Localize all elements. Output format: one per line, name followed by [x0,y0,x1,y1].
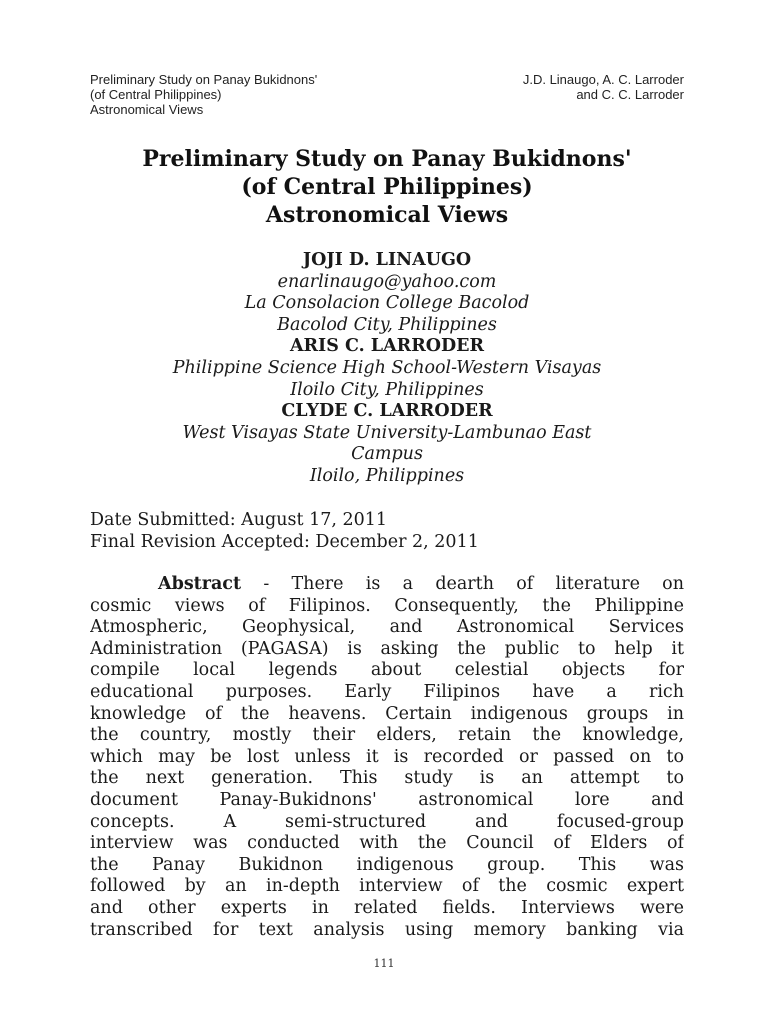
running-header-left [90,72,450,117]
abstract-text: - There is a dearth of literature on [241,574,684,594]
author-affiliation: Iloilo City, Philippines [290,379,484,400]
abstract-line: document Panay-Bukidnons' astronomical lore and [90,789,684,810]
page-number: 111 [373,957,395,970]
date-submitted: Date Submitted: August 17, 2011 [90,510,388,530]
author-affiliation: Bacolod City, Philippines [277,314,497,335]
abstract-line: the next generation. This study is an attempt to [90,768,684,789]
abstract-label: Abstract [158,574,242,594]
abstract-line: and other experts in related fields. Interviews were [90,897,684,918]
author-name: ARIS C. LARRODER [289,336,485,357]
author-affiliation: Philippine Science High School-Western Visayas [172,357,602,378]
abstract-line: cosmic views of Filipinos. Consequently, the Philippine [90,595,684,616]
running-header-right [424,72,684,102]
author-affiliation: La Consolacion College Bacolod [244,293,530,314]
abstract-line: compile local legends about celestial objects for [90,660,684,681]
date-accepted: Final Revision Accepted: December 2, 2011 [90,532,479,552]
abstract-line: the country, mostly their elders, retain the knowledge, [90,725,684,746]
paper-title [90,145,684,229]
author-email: enarlinaugo@yahoo.com [277,271,497,292]
title-line: (of Central Philippines) [241,174,533,200]
running-header-left-line: Preliminary Study on Panay Bukidnons' [90,72,318,87]
abstract-first-line [90,574,684,596]
submission-dates [90,509,684,553]
abstract-line: which may be lost unless it is recorded or passed on to [90,746,684,767]
abstract-line: knowledge of the heavens. Certain indigenous groups in [90,703,684,724]
abstract-line: interview was conducted with the Council of Elders of [90,833,684,854]
abstract [90,574,684,941]
abstract-line: transcribed for text analysis using memory banking via [90,919,684,940]
author-affiliation: Iloilo, Philippines [309,465,465,486]
abstract-line: followed by an in-depth interview of the cosmic expert [90,876,684,897]
abstract-line: concepts. A semi-structured and focused-group [90,811,684,832]
author-affiliation: Campus [351,444,423,465]
running-header-left-line: Astronomical Views [90,102,204,117]
abstract-line: Atmospheric, Geophysical, and Astronomical Services [90,617,684,638]
author-affiliation: West Visayas State University-Lambunao East [182,422,592,443]
abstract-line: Administration (PAGASA) is asking the public to help it [90,638,684,659]
running-header-right-line: and C. C. Larroder [576,87,684,102]
title-line: Astronomical Views [265,202,509,228]
title-line: Preliminary Study on Panay Bukidnons' [142,146,632,172]
abstract-line: educational purposes. Early Filipinos have a rich [90,681,684,702]
author-name: CLYDE C. LARRODER [281,401,493,422]
author-block [90,250,684,488]
running-header-right-line: J.D. Linaugo, A. C. Larroder [522,72,684,87]
abstract-line: the Panay Bukidnon indigenous group. This was [90,854,684,875]
running-header-left-line: (of Central Philippines) [90,87,222,102]
author-name: JOJI D. LINAUGO [302,250,472,270]
